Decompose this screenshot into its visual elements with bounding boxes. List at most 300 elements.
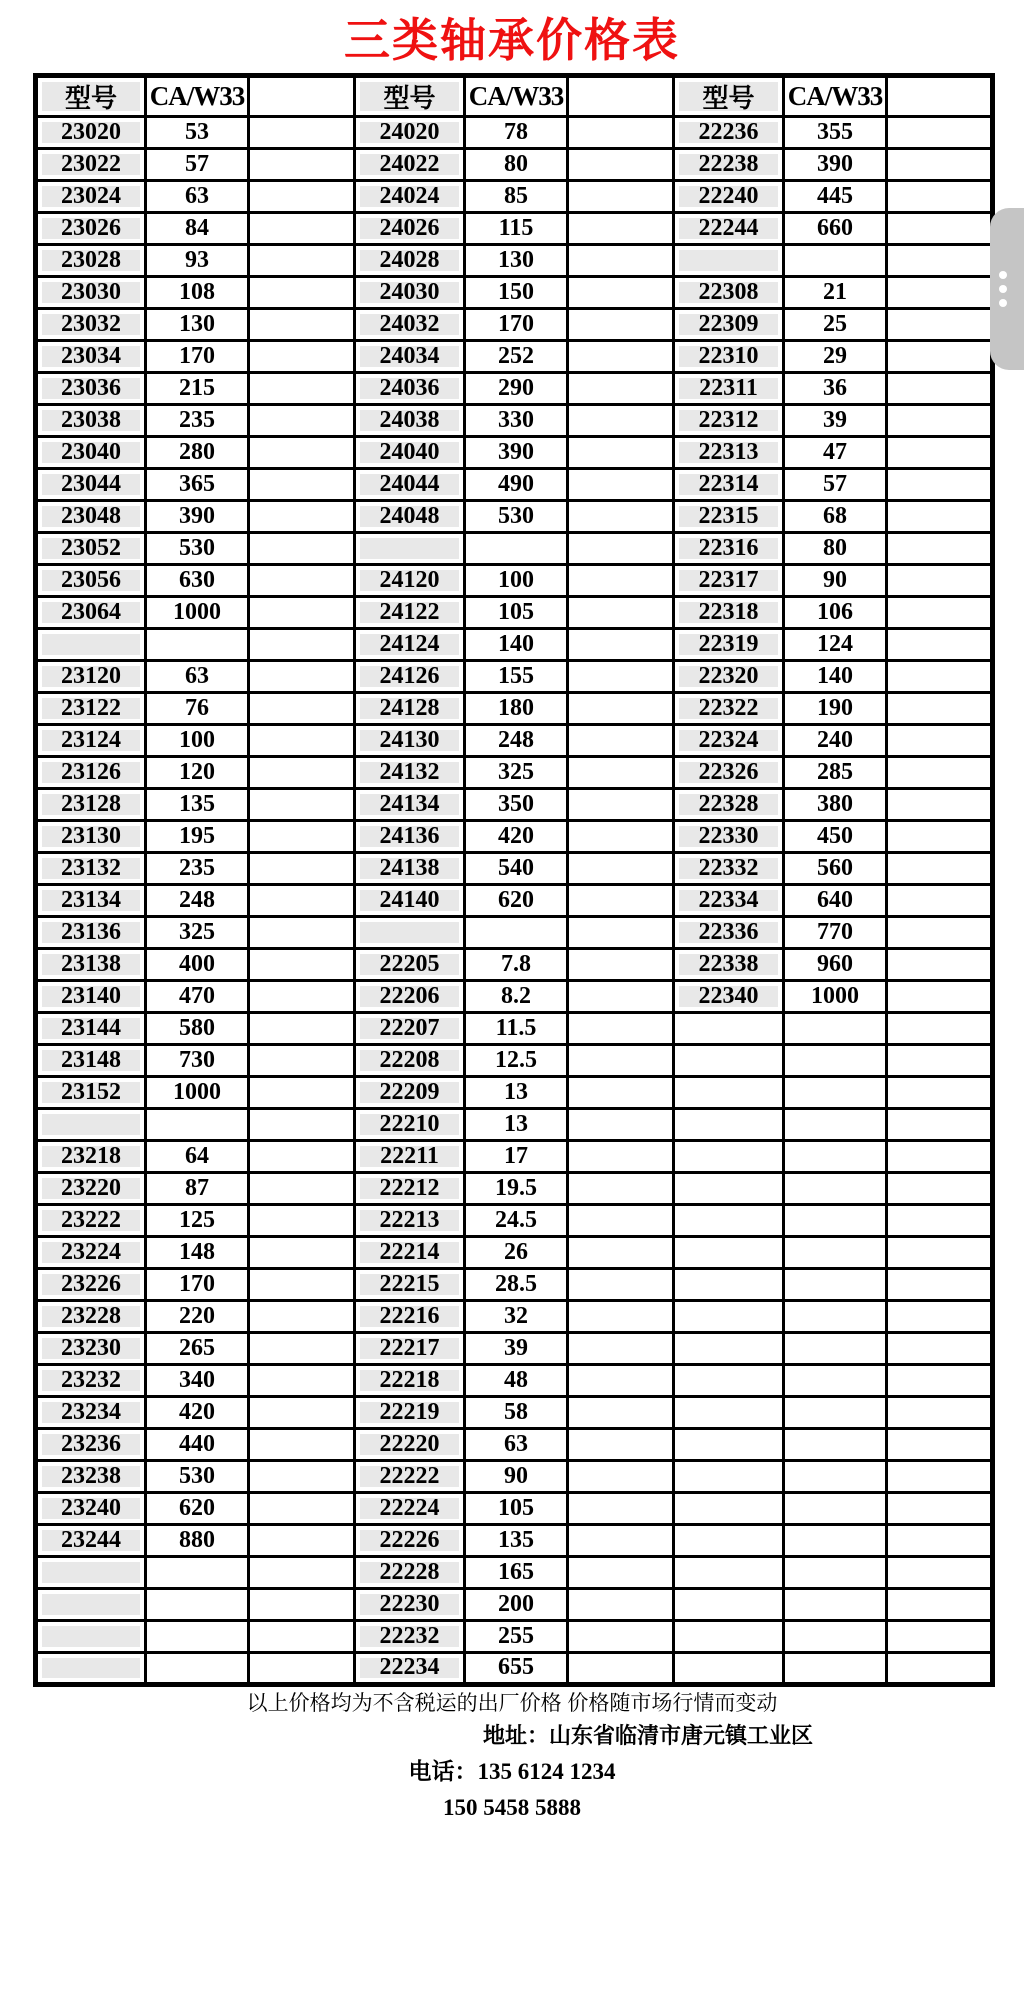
- model-cell: [674, 1428, 784, 1460]
- price-cell: [784, 1524, 887, 1556]
- price-cell: 560: [784, 852, 887, 884]
- spacer-cell: [249, 148, 355, 180]
- table-row: [36, 948, 993, 980]
- spacer-cell: [249, 980, 355, 1012]
- model-cell: 24028: [355, 244, 465, 276]
- price-cell: 11.5: [465, 1012, 568, 1044]
- price-cell: 150: [465, 276, 568, 308]
- spacer-cell: [568, 1492, 674, 1524]
- price-cell: 87: [146, 1172, 249, 1204]
- spacer-cell: [568, 500, 674, 532]
- model-cell: [674, 1300, 784, 1332]
- price-cell: 340: [146, 1364, 249, 1396]
- model-cell: 22226: [355, 1524, 465, 1556]
- price-cell: 530: [465, 500, 568, 532]
- spacer-cell: [249, 660, 355, 692]
- model-cell: 22330: [674, 820, 784, 852]
- model-cell: 23138: [36, 948, 146, 980]
- spacer-cell: [887, 532, 993, 564]
- price-cell: [784, 1300, 887, 1332]
- spacer-cell: [568, 1428, 674, 1460]
- spacer-cell: [887, 1460, 993, 1492]
- spacer-cell: [568, 340, 674, 372]
- spacer-cell: [249, 628, 355, 660]
- price-cell: 108: [146, 276, 249, 308]
- model-cell: 23052: [36, 532, 146, 564]
- model-cell: [674, 1332, 784, 1364]
- price-cell: [784, 1108, 887, 1140]
- price-cell: [784, 1492, 887, 1524]
- table-row: [36, 1460, 993, 1492]
- model-cell: 22218: [355, 1364, 465, 1396]
- spacer-cell: [249, 916, 355, 948]
- model-cell: 22214: [355, 1236, 465, 1268]
- price-cell: 620: [146, 1492, 249, 1524]
- spacer-cell: [887, 1556, 993, 1588]
- table-row: [36, 564, 993, 596]
- spacer-cell: [568, 1076, 674, 1108]
- price-cell: 24.5: [465, 1204, 568, 1236]
- spacer-cell: [568, 1236, 674, 1268]
- table-row: [36, 1172, 993, 1204]
- price-cell: [784, 1460, 887, 1492]
- price-cell: 235: [146, 404, 249, 436]
- spacer-cell: [887, 692, 993, 724]
- price-cell: 13: [465, 1108, 568, 1140]
- spacer-cell: [568, 980, 674, 1012]
- model-cell: 22334: [674, 884, 784, 916]
- price-cell: 290: [465, 372, 568, 404]
- model-cell: 22328: [674, 788, 784, 820]
- model-cell: 24120: [355, 564, 465, 596]
- table-row: [36, 788, 993, 820]
- table-row: [36, 468, 993, 500]
- spacer-cell: [249, 1332, 355, 1364]
- table-row: [36, 1428, 993, 1460]
- model-cell: 23048: [36, 500, 146, 532]
- price-cell: 19.5: [465, 1172, 568, 1204]
- model-cell: 22312: [674, 404, 784, 436]
- price-cell: 235: [146, 852, 249, 884]
- price-cell: 130: [465, 244, 568, 276]
- model-cell: 22240: [674, 180, 784, 212]
- model-cell: 22309: [674, 308, 784, 340]
- table-row: [36, 436, 993, 468]
- model-cell: 22213: [355, 1204, 465, 1236]
- spacer-cell: [887, 244, 993, 276]
- price-cell: 190: [784, 692, 887, 724]
- header-model-cell: 型号: [674, 75, 784, 116]
- model-cell: 22211: [355, 1140, 465, 1172]
- price-cell: 12.5: [465, 1044, 568, 1076]
- table-row: [36, 628, 993, 660]
- price-cell: 105: [465, 1492, 568, 1524]
- model-cell: 23124: [36, 724, 146, 756]
- model-cell: 24132: [355, 756, 465, 788]
- price-cell: 240: [784, 724, 887, 756]
- model-cell: [36, 1620, 146, 1652]
- spacer-cell: [568, 1268, 674, 1300]
- price-cell: [146, 1556, 249, 1588]
- model-cell: 22215: [355, 1268, 465, 1300]
- spacer-cell: [249, 1588, 355, 1620]
- spacer-cell: [249, 1300, 355, 1332]
- price-cell: 125: [146, 1204, 249, 1236]
- spacer-cell: [568, 1556, 674, 1588]
- price-cell: 90: [784, 564, 887, 596]
- header-price-cell: CA/W33: [146, 75, 249, 116]
- price-cell: 124: [784, 628, 887, 660]
- price-cell: 470: [146, 980, 249, 1012]
- spacer-cell: [249, 852, 355, 884]
- table-row: [36, 1268, 993, 1300]
- price-cell: 255: [465, 1620, 568, 1652]
- price-cell: [784, 1268, 887, 1300]
- spacer-cell: [887, 1172, 993, 1204]
- spacer-cell: [249, 948, 355, 980]
- model-cell: 22230: [355, 1588, 465, 1620]
- header-price-cell: CA/W33: [465, 75, 568, 116]
- price-cell: 140: [784, 660, 887, 692]
- spacer-cell: [887, 756, 993, 788]
- price-cell: 106: [784, 596, 887, 628]
- model-cell: 23036: [36, 372, 146, 404]
- price-cell: 64: [146, 1140, 249, 1172]
- spacer-cell: [568, 532, 674, 564]
- table-row: [36, 500, 993, 532]
- model-cell: 23152: [36, 1076, 146, 1108]
- header-model-cell: 型号: [36, 75, 146, 116]
- model-cell: 23224: [36, 1236, 146, 1268]
- model-cell: 23024: [36, 180, 146, 212]
- model-cell: 24136: [355, 820, 465, 852]
- spacer-cell: [887, 1140, 993, 1172]
- model-cell: 23228: [36, 1300, 146, 1332]
- spacer-cell: [887, 884, 993, 916]
- spacer-cell: [887, 116, 993, 148]
- table-row: [36, 1140, 993, 1172]
- price-cell: [784, 1620, 887, 1652]
- price-cell: 21: [784, 276, 887, 308]
- spacer-cell: [887, 404, 993, 436]
- spacer-cell: [887, 1236, 993, 1268]
- spacer-cell: [887, 1076, 993, 1108]
- price-cell: [146, 1108, 249, 1140]
- price-cell: 180: [465, 692, 568, 724]
- table-row: [36, 308, 993, 340]
- spacer-cell: [249, 1428, 355, 1460]
- table-row: [36, 852, 993, 884]
- spacer-cell: [249, 276, 355, 308]
- table-row: [36, 116, 993, 148]
- footer-address: 地址：山东省临清市唐元镇工业区: [482, 1722, 813, 1748]
- model-cell: 23040: [36, 436, 146, 468]
- spacer-cell: [887, 564, 993, 596]
- spacer-cell: [887, 660, 993, 692]
- spacer-cell: [887, 788, 993, 820]
- model-cell: [674, 1492, 784, 1524]
- price-cell: 445: [784, 180, 887, 212]
- price-cell: 170: [146, 340, 249, 372]
- table-row: [36, 1524, 993, 1556]
- spacer-cell: [887, 500, 993, 532]
- spacer-cell: [249, 212, 355, 244]
- price-cell: [784, 1012, 887, 1044]
- model-cell: 23244: [36, 1524, 146, 1556]
- spacer-cell: [249, 532, 355, 564]
- spacer-cell: [887, 1492, 993, 1524]
- price-cell: 1000: [146, 596, 249, 628]
- model-cell: [36, 628, 146, 660]
- model-cell: 23026: [36, 212, 146, 244]
- spacer-cell: [887, 820, 993, 852]
- model-cell: 24138: [355, 852, 465, 884]
- spacer-cell: [887, 1012, 993, 1044]
- price-table-header: [36, 75, 993, 116]
- model-cell: 23030: [36, 276, 146, 308]
- model-cell: [674, 1108, 784, 1140]
- price-cell: 68: [784, 500, 887, 532]
- price-cell: 84: [146, 212, 249, 244]
- model-cell: 23226: [36, 1268, 146, 1300]
- price-table: [33, 73, 995, 1687]
- model-cell: 24022: [355, 148, 465, 180]
- model-cell: 22310: [674, 340, 784, 372]
- model-cell: [674, 1620, 784, 1652]
- model-cell: 24032: [355, 308, 465, 340]
- model-cell: [674, 1268, 784, 1300]
- table-row: [36, 276, 993, 308]
- model-cell: [36, 1108, 146, 1140]
- price-cell: [784, 1364, 887, 1396]
- spacer-cell: [887, 308, 993, 340]
- price-cell: [784, 1332, 887, 1364]
- price-cell: 76: [146, 692, 249, 724]
- spacer-cell: [249, 1524, 355, 1556]
- model-cell: [674, 1556, 784, 1588]
- spacer-cell: [887, 948, 993, 980]
- spacer-cell: [887, 916, 993, 948]
- model-cell: 22208: [355, 1044, 465, 1076]
- model-cell: 22316: [674, 532, 784, 564]
- price-cell: 13: [465, 1076, 568, 1108]
- price-cell: 130: [146, 308, 249, 340]
- spacer-cell: [887, 1396, 993, 1428]
- spacer-cell: [568, 852, 674, 884]
- spacer-cell: [568, 948, 674, 980]
- model-cell: 23134: [36, 884, 146, 916]
- model-cell: 23126: [36, 756, 146, 788]
- spacer-cell: [887, 436, 993, 468]
- spacer-cell: [887, 1332, 993, 1364]
- model-cell: 23044: [36, 468, 146, 500]
- model-cell: 22308: [674, 276, 784, 308]
- spacer-cell: [249, 788, 355, 820]
- model-cell: [674, 244, 784, 276]
- model-cell: 24020: [355, 116, 465, 148]
- price-cell: 248: [465, 724, 568, 756]
- price-cell: 530: [146, 1460, 249, 1492]
- table-row: [36, 692, 993, 724]
- model-cell: 22217: [355, 1332, 465, 1364]
- price-cell: 140: [465, 628, 568, 660]
- spacer-cell: [887, 1044, 993, 1076]
- spacer-cell: [249, 372, 355, 404]
- model-cell: 22315: [674, 500, 784, 532]
- model-cell: 23238: [36, 1460, 146, 1492]
- model-cell: 22318: [674, 596, 784, 628]
- model-cell: 23236: [36, 1428, 146, 1460]
- table-row: [36, 1556, 993, 1588]
- spacer-cell: [568, 436, 674, 468]
- table-row: [36, 532, 993, 564]
- spacer-cell: [887, 372, 993, 404]
- table-row: [36, 180, 993, 212]
- table-row: [36, 148, 993, 180]
- spacer-cell: [249, 180, 355, 212]
- header-spacer-cell: [568, 75, 674, 116]
- price-cell: 730: [146, 1044, 249, 1076]
- spacer-cell: [249, 244, 355, 276]
- table-row: [36, 1492, 993, 1524]
- model-cell: 22311: [674, 372, 784, 404]
- price-cell: 32: [465, 1300, 568, 1332]
- model-cell: 23056: [36, 564, 146, 596]
- price-cell: 63: [465, 1428, 568, 1460]
- model-cell: 22212: [355, 1172, 465, 1204]
- spacer-cell: [249, 404, 355, 436]
- table-row: [36, 660, 993, 692]
- price-cell: [146, 1652, 249, 1684]
- model-cell: 22207: [355, 1012, 465, 1044]
- spacer-cell: [249, 1492, 355, 1524]
- price-cell: 390: [784, 148, 887, 180]
- price-table-body: [36, 116, 993, 1684]
- price-cell: 355: [784, 116, 887, 148]
- price-cell: [784, 1204, 887, 1236]
- spacer-cell: [249, 1364, 355, 1396]
- table-row: [36, 372, 993, 404]
- spacer-cell: [568, 244, 674, 276]
- price-cell: 57: [146, 148, 249, 180]
- table-row: [36, 1652, 993, 1684]
- price-cell: 170: [465, 308, 568, 340]
- price-cell: 450: [784, 820, 887, 852]
- spacer-cell: [568, 1396, 674, 1428]
- model-cell: [36, 1652, 146, 1684]
- spacer-cell: [249, 1076, 355, 1108]
- table-row: [36, 1588, 993, 1620]
- model-cell: 22319: [674, 628, 784, 660]
- table-row: [36, 916, 993, 948]
- spacer-cell: [887, 340, 993, 372]
- spacer-cell: [249, 1620, 355, 1652]
- header-spacer-cell: [887, 75, 993, 116]
- spacer-cell: [568, 884, 674, 916]
- model-cell: 23120: [36, 660, 146, 692]
- price-cell: 285: [784, 756, 887, 788]
- price-cell: 580: [146, 1012, 249, 1044]
- model-cell: 24134: [355, 788, 465, 820]
- floating-handle[interactable]: [990, 208, 1024, 370]
- header-model-cell: 型号: [355, 75, 465, 116]
- model-cell: 22320: [674, 660, 784, 692]
- model-cell: [674, 1140, 784, 1172]
- spacer-cell: [249, 436, 355, 468]
- table-row: [36, 884, 993, 916]
- spacer-cell: [568, 1108, 674, 1140]
- price-cell: 215: [146, 372, 249, 404]
- price-cell: 63: [146, 180, 249, 212]
- price-cell: [784, 1076, 887, 1108]
- model-cell: 24038: [355, 404, 465, 436]
- price-cell: 28.5: [465, 1268, 568, 1300]
- model-cell: 24030: [355, 276, 465, 308]
- model-cell: 22324: [674, 724, 784, 756]
- price-cell: 325: [146, 916, 249, 948]
- model-cell: 23232: [36, 1364, 146, 1396]
- price-cell: 365: [146, 468, 249, 500]
- spacer-cell: [249, 1396, 355, 1428]
- model-cell: 23230: [36, 1332, 146, 1364]
- model-cell: 24126: [355, 660, 465, 692]
- model-cell: 22216: [355, 1300, 465, 1332]
- model-cell: 22209: [355, 1076, 465, 1108]
- spacer-cell: [249, 1460, 355, 1492]
- price-cell: 960: [784, 948, 887, 980]
- spacer-cell: [249, 1140, 355, 1172]
- price-cell: [784, 1396, 887, 1428]
- spacer-cell: [887, 180, 993, 212]
- price-cell: 100: [146, 724, 249, 756]
- price-cell: 25: [784, 308, 887, 340]
- price-cell: 170: [146, 1268, 249, 1300]
- model-cell: 22340: [674, 980, 784, 1012]
- spacer-cell: [887, 276, 993, 308]
- spacer-cell: [249, 1268, 355, 1300]
- model-cell: [674, 1588, 784, 1620]
- spacer-cell: [568, 1460, 674, 1492]
- spacer-cell: [887, 1268, 993, 1300]
- table-row: [36, 1396, 993, 1428]
- price-cell: [784, 244, 887, 276]
- spacer-cell: [568, 180, 674, 212]
- price-cell: 540: [465, 852, 568, 884]
- model-cell: [674, 1172, 784, 1204]
- price-cell: 1000: [146, 1076, 249, 1108]
- spacer-cell: [568, 148, 674, 180]
- spacer-cell: [249, 1652, 355, 1684]
- model-cell: 23130: [36, 820, 146, 852]
- spacer-cell: [568, 820, 674, 852]
- table-row: [36, 756, 993, 788]
- spacer-cell: [249, 756, 355, 788]
- price-cell: 655: [465, 1652, 568, 1684]
- model-cell: 23022: [36, 148, 146, 180]
- model-cell: [674, 1524, 784, 1556]
- price-cell: 620: [465, 884, 568, 916]
- table-row: [36, 1364, 993, 1396]
- price-cell: 280: [146, 436, 249, 468]
- spacer-cell: [568, 404, 674, 436]
- model-cell: [674, 1204, 784, 1236]
- model-cell: 22338: [674, 948, 784, 980]
- model-cell: [36, 1588, 146, 1620]
- price-cell: [784, 1236, 887, 1268]
- table-row: [36, 340, 993, 372]
- model-cell: 22326: [674, 756, 784, 788]
- model-cell: 22336: [674, 916, 784, 948]
